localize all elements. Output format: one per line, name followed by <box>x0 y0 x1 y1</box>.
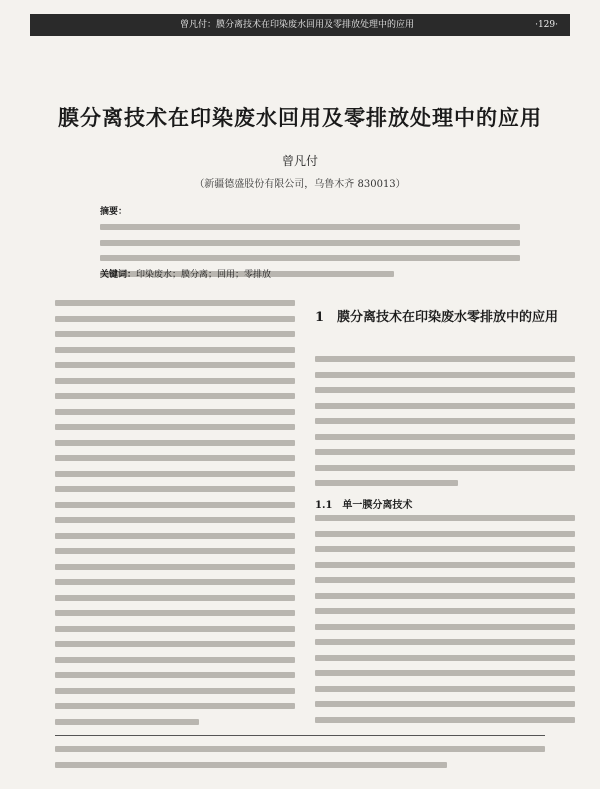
footnote <box>55 746 545 777</box>
running-title: 曾凡付：膜分离技术在印染废水回用及零排放处理中的应用 <box>180 20 415 30</box>
keywords <box>100 267 520 280</box>
body-text-right-2 <box>315 515 575 732</box>
article-title: 膜分离技术在印染废水回用及零排放处理中的应用 <box>58 105 542 130</box>
keywords-list: 印染废水；膜分离；回用；零排放 <box>136 270 272 280</box>
running-header <box>30 14 570 36</box>
page-number: ·129· <box>535 20 558 30</box>
author-affiliation: （新疆德盛股份有限公司，乌鲁木齐 830013） <box>194 179 406 190</box>
body-text-right-1 <box>315 356 575 496</box>
abstract-label: 摘要： <box>100 207 128 217</box>
section-1-1-heading: 1.1 单一膜分离技术 <box>315 500 413 511</box>
keywords-label: 关键词： <box>100 270 137 280</box>
body-text-left <box>55 300 295 734</box>
author-name: 曾凡付 <box>281 154 318 168</box>
section-1-heading: 1 膜分离技术在印染废水零排放中的应用 <box>315 310 559 325</box>
footnote-rule <box>55 735 545 736</box>
